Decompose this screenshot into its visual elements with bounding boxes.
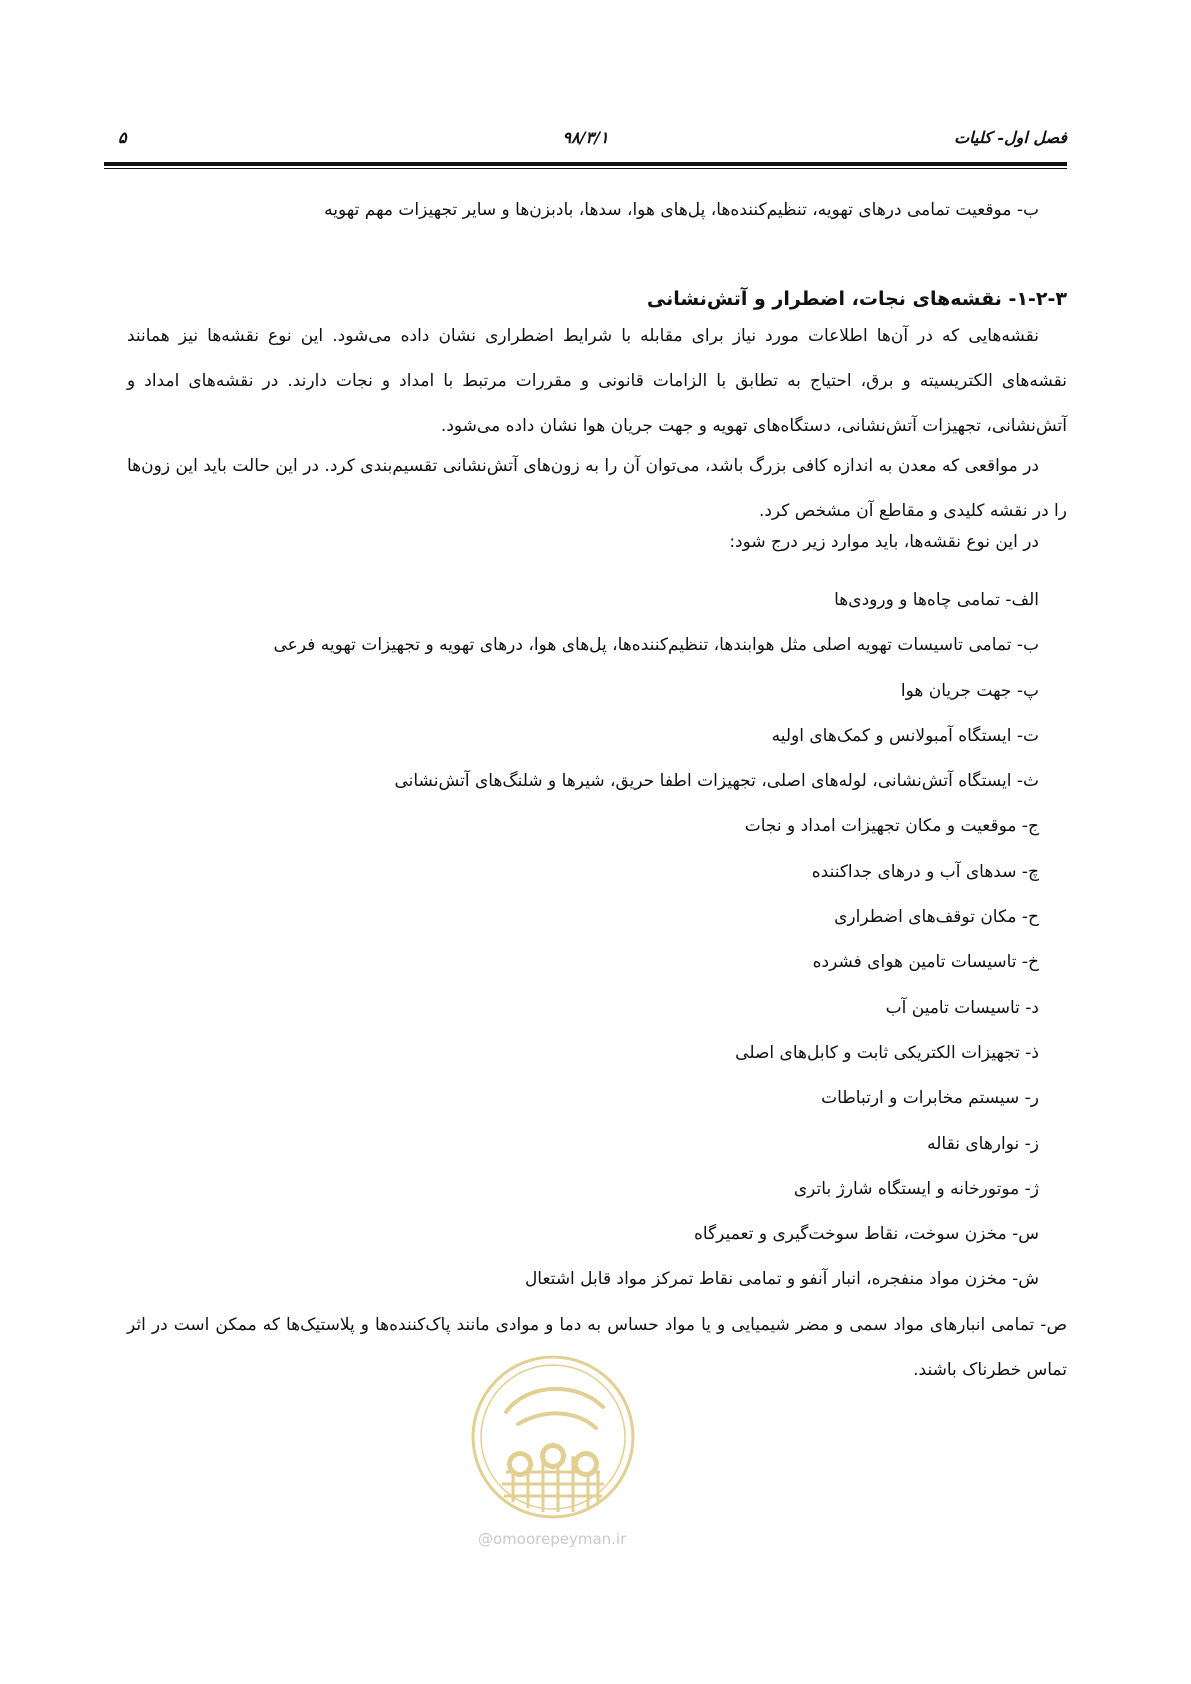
requirements-list <box>127 578 1067 1393</box>
list-item: ز- نوارهای نقاله <box>927 1133 1039 1154</box>
list-item: س- مخزن سوخت، نقاط سوخت‌گیری و تعمیرگاه <box>694 1224 1039 1245</box>
list-item: ذ- تجهیزات الکتریکی ثابت و کابل‌های اصلی <box>735 1042 1039 1063</box>
list-item: پ- جهت جریان هوا <box>900 680 1039 701</box>
list-item: ر- سیستم مخابرات و ارتباطات <box>821 1088 1039 1109</box>
list-item: ب- تمامی تاسیسات تهویه اصلی مثل هوابندها، تنظیم‌کننده‌ها، پل‌های هوا، درهای تهویه و تجهیزات تهویه فرعی <box>273 635 1039 656</box>
watermark-site: @omoorepeyman.ir <box>478 1530 627 1548</box>
paragraph-2: در مواقعی که معدن به اندازه کافی بزرگ باشد، می‌توان آن را به زون‌های آتش‌نشانی تقسیم‌بندی کرد. در این حالت باید این زون‌ها را در نقشه کلیدی و مقاطع آن مشخص کرد. <box>127 456 1067 521</box>
header-rule-thin <box>104 168 1067 169</box>
list-intro: در این نوع نقشه‌ها، باید موارد زیر درج شود: <box>729 532 1039 552</box>
list-item: ح- مکان توقف‌های اضطراری <box>834 907 1039 928</box>
watermark-seal-logo <box>468 1352 638 1522</box>
section-heading: ۱-۲-۳- نقشه‌های نجات، اضطرار و آتش‌نشانی <box>646 288 1067 310</box>
page-header <box>104 128 1067 158</box>
header-date: ۹۸/۳/۱ <box>562 128 609 147</box>
list-item: الف- تمامی چاه‌ها و ورودی‌ها <box>834 590 1039 610</box>
list-item: ت- ایستگاه آمبولانس و کمک‌های اولیه <box>771 725 1039 746</box>
paragraph-1: نقشه‌هایی که در آن‌ها اطلاعات مورد نیاز برای مقابله با شرایط اضطراری نشان داده می‌شود. این نوع نقشه‌ها نیز همانند نقشه‌های الکتریسیته و برق، احتیاج به تطابق با الزامات قانونی و مقررات مرتبط با امداد و نجات دارند. در نقشه‌های امداد و آتش‌نشانی، تجهیزات آتش‌نشانی، دستگاه‌های تهویه و جهت جریان هوا نشان داده می‌شود. <box>127 326 1067 436</box>
list-item: خ- تاسیسات تامین هوای فشرده <box>812 952 1039 973</box>
header-rule-thick <box>104 162 1067 166</box>
list-item: ث- ایستگاه آتش‌نشانی، لوله‌های اصلی، تجهیزات اطفا حریق، شیرها و شلنگ‌های آتش‌نشانی <box>394 771 1039 792</box>
chapter-title: فصل اول- کلیات <box>954 128 1067 147</box>
list-item: ش- مخزن مواد منفجره، انبار آنفو و تمامی نقاط تمرکز مواد قابل اشتعال <box>524 1269 1039 1290</box>
page-number: ۵ <box>118 128 127 147</box>
list-item: چ- سدهای آب و درهای جداکننده <box>811 861 1039 882</box>
list-item: د- تاسیسات تامین آب <box>885 997 1039 1018</box>
intro-line: ب- موقعیت تمامی درهای تهویه، تنظیم‌کننده‌ها، پل‌های هوا، سدها، بادبزن‌ها و سایر تجهیزات مهم تهویه <box>324 200 1039 220</box>
list-item: ص- تمامی انبارهای مواد سمی و مضر شیمیایی و یا مواد حساس به دما و موادی مانند پاک‌کننده‌ها و پلاستیک‌ها که ممکن است در اثر تماس خطرناک باشند. <box>127 1314 1067 1380</box>
list-item: ژ- موتورخانه و ایستگاه شارژ باتری <box>793 1178 1039 1199</box>
list-item: ج- موقعیت و مکان تجهیزات امداد و نجات <box>744 816 1039 837</box>
